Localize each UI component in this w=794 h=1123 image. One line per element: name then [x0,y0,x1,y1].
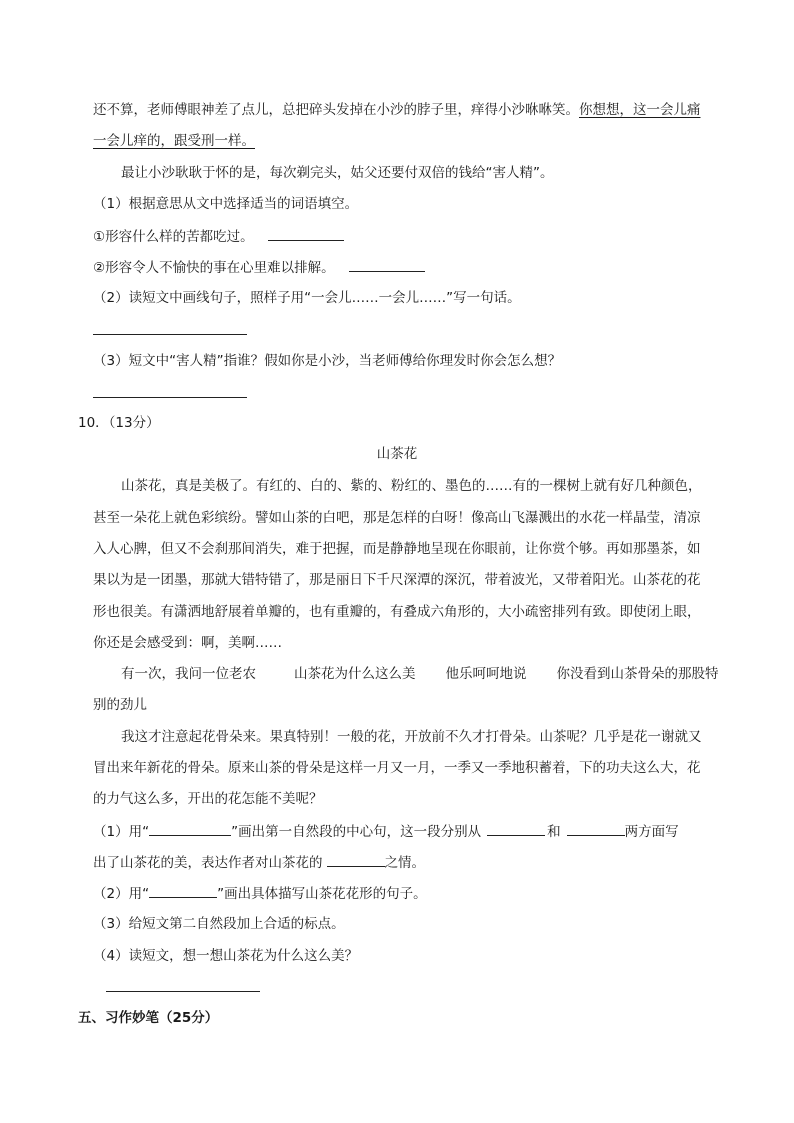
story-line-1 [93,100,701,120]
q9-item2: ②形容令人不愉快的事在心里难以排解。 [93,257,425,278]
answer-blank[interactable] [567,821,625,836]
answer-blank[interactable] [149,883,217,898]
passage-p1-line6: 你还是会感受到：啊，美啊…… [93,635,282,651]
passage-p1-line2: 甚至一朵花上就色彩缤纷。譬如山茶的白吧，那是怎样的白呀！像高山飞瀑溅出的水花一样晶莹，清凉 [93,510,701,526]
passage-p2-line2: 别的劲儿 [93,697,147,713]
passage-p3-line2: 冒出来年新花的骨朵。原来山茶的骨朵是这样一月又一月，一季又一季地积蓄着，下的功夫这么大，花 [93,760,701,776]
story-line-2 [93,131,255,151]
section-5-heading: 五、习作妙笔（25分） [78,1010,219,1026]
answer-blank[interactable] [349,257,425,272]
answer-line[interactable] [93,334,247,335]
q10-sub1-line2: 出了山茶花的美，表达作者对山茶花的 之情。 [93,852,425,873]
q10-sub3: （3）给短文第二自然段加上合适的标点。 [93,916,345,932]
answer-blank[interactable] [268,226,344,241]
passage-p1-line3: 入人心脾，但又不会刹那间消失，难于把握，而是静静地呈现在你眼前，让你赏个够。再如那墨茶，如 [93,541,701,557]
passage-p3-line1: 我这才注意起花骨朵来。果真特别！一般的花，开放前不久才打骨朵。山茶呢？几乎是花一谢就又 [121,729,702,745]
q10-sub4: （4）读短文，想一想山茶花为什么这么美？ [93,948,359,964]
story-text: 还不算，老师傅眼神差了点儿，总把碎头发掉在小沙的脖子里，痒得小沙咻咻笑。 [93,102,579,118]
q10-sub1-line1: （1）用“ ”画出第一自然段的中心句，这一段分别从 和 两方面写 [93,821,679,842]
q10-sub2: （2）用“ ”画出具体描写山茶花花形的句子。 [93,883,427,904]
passage-p2-line1: 有一次，我问一位老农 山茶花为什么这么美 他乐呵呵地说 你没看到山茶骨朵的那股特 [121,666,719,682]
q9-sub1: （1）根据意思从文中选择适当的词语填空。 [93,196,359,212]
underlined-sentence-part1: 你想想，这一会儿痛 [579,102,701,118]
passage-p1-line4: 果以为是一团墨，那就大错特错了，那是丽日下千尺深潭的深沉，带着波光，又带着阳光。山茶花的花 [93,572,701,588]
q9-sub2: （2）读短文中画线句子，照样子用“一会儿……一会儿……”写一句话。 [93,290,521,306]
q9-sub3: （3）短文中“害人精”指谁？假如你是小沙，当老师傅给你理发时你会怎么想？ [93,353,562,369]
underlined-sentence-part2: 一会儿痒的，跟受刑一样。 [93,133,255,149]
passage-p3-line3: 的力气这么多，开出的花怎能不美呢？ [93,791,323,807]
passage-p1-line1: 山茶花，真是美极了。有红的、白的、紫的、粉红的、墨色的……有的一棵树上就有好几种颜色， [121,478,702,494]
question-10-header: 10．（13分） [78,415,160,431]
passage-title: 山茶花 [376,446,418,462]
answer-blank[interactable] [327,852,385,867]
q9-item1: ①形容什么样的苦都吃过。 [93,226,344,247]
answer-line[interactable] [93,397,247,398]
answer-blank[interactable] [149,821,231,836]
answer-blank[interactable] [487,821,545,836]
answer-line[interactable] [106,991,260,992]
passage-p1-line5: 形也很美。有潇洒地舒展着单瓣的，也有重瓣的，有叠成六角形的，大小疏密排列有致。即使闭上眼， [93,604,701,620]
story-line-3: 最让小沙耿耿于怀的是，每次剃完头，姑父还要付双倍的钱给“害人精”。 [121,165,554,181]
